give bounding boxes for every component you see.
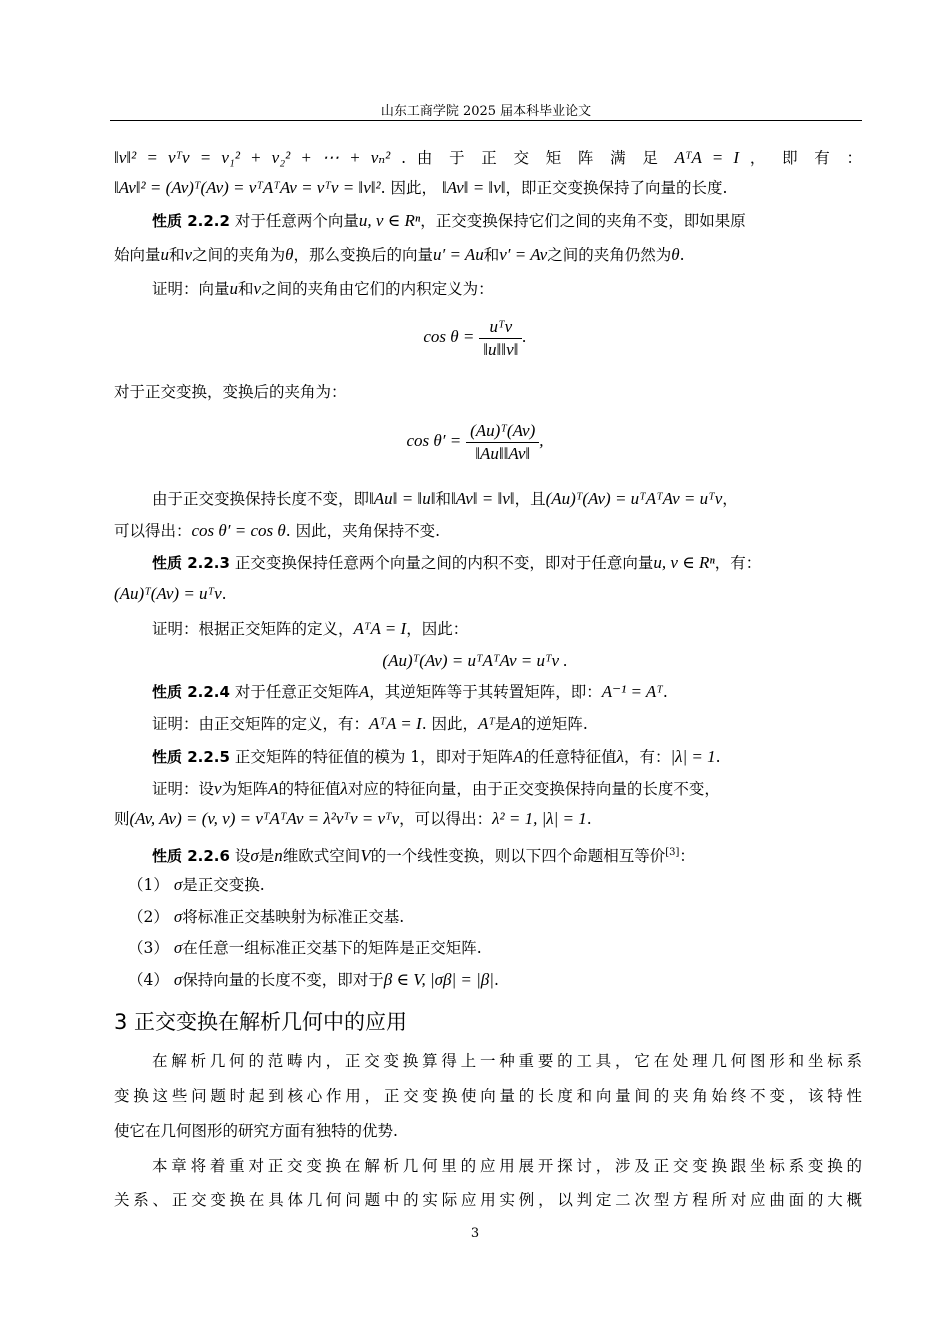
citation-ref[interactable]: [3] <box>665 847 680 858</box>
math: θ <box>285 245 294 264</box>
math: AᵀA = I <box>674 148 740 167</box>
math: Aᵀ <box>478 714 495 733</box>
text-line <box>152 746 862 768</box>
text: . 由 于 正 交 矩 阵 满 足 <box>401 149 664 167</box>
text-line <box>152 681 862 703</box>
text-line <box>114 244 862 266</box>
math: v′ = Av <box>499 245 548 264</box>
text: 之间的夹角为 <box>192 246 286 264</box>
text: . <box>221 585 227 603</box>
text: ，即正交变换保持了向量的长度. <box>505 179 728 197</box>
fraction <box>466 420 539 465</box>
text: 对于任意正交矩阵 <box>234 683 359 701</box>
text-line: 关系、正交变换在具体几何问题中的实际应用实例，以判定二次型方程所对应曲面的大概 <box>114 1191 862 1209</box>
text: ，有： <box>714 554 762 572</box>
text: 之间的夹角仍然为 <box>547 246 672 264</box>
property-label: 性质 2.2.2 <box>152 212 230 230</box>
text-line <box>152 713 862 735</box>
math: u <box>160 245 170 264</box>
math: u′ = Au <box>432 245 484 264</box>
numerator: (Au)ᵀ(Av) <box>466 420 539 443</box>
text: 证明：向量 <box>152 280 230 298</box>
text: . <box>679 246 685 264</box>
text: 的任意特征值 <box>523 748 617 766</box>
text: . 因此， <box>421 715 479 733</box>
text: ，且 <box>514 490 546 508</box>
text: 设 <box>234 847 251 866</box>
text: ，那么变换后的向量 <box>293 246 433 264</box>
math: A⁻¹ = Aᵀ <box>601 682 663 701</box>
math: λ² = 1, |λ| = 1 <box>492 809 587 828</box>
text: ： <box>679 847 695 866</box>
property-label: 性质 2.2.4 <box>152 683 230 701</box>
text: ， <box>722 490 738 508</box>
math: ‖v‖² = vᵀv = v₁² + v₂² + ⋯ + vₙ² <box>114 148 391 167</box>
text: 维欧式空间 <box>282 847 361 866</box>
text: . 因此， <box>380 179 437 197</box>
text: 为矩阵 <box>221 780 269 798</box>
text: . <box>493 971 499 989</box>
text: 和 <box>238 280 254 298</box>
math: AᵀA = I <box>369 714 422 733</box>
denominator: ‖u‖‖v‖ <box>483 339 519 359</box>
text-line <box>152 488 862 510</box>
math: AᵀA = I <box>353 619 407 638</box>
item-number: （4） <box>128 971 169 989</box>
text-line <box>114 177 862 199</box>
math: σ <box>250 846 259 866</box>
math: , <box>539 431 544 450</box>
list-item <box>128 969 862 991</box>
math: u, v ∈ Rⁿ <box>358 211 421 230</box>
math: ‖Av‖ = ‖v‖ <box>450 489 515 508</box>
text: 由于正交变换保持长度不变，即 <box>152 490 370 508</box>
text: ，因此： <box>406 620 469 638</box>
list-item <box>128 874 862 896</box>
text: 和 <box>169 246 185 264</box>
item-number: （2） <box>128 908 169 926</box>
text: ， 即 有 ： <box>749 149 862 167</box>
text: . 因此，夹角保持不变. <box>285 522 441 540</box>
math: v <box>214 779 222 798</box>
text: 和 <box>435 490 451 508</box>
text-line <box>152 210 862 232</box>
math: (Au)ᵀ(Av) = uᵀAᵀAv = uᵀv <box>545 489 723 508</box>
equation-cos-theta-prime <box>0 416 950 468</box>
denominator: ‖Au‖‖Av‖ <box>475 443 531 463</box>
math: A <box>358 682 370 701</box>
math: σ <box>173 970 183 989</box>
text-line: 对于正交变换，变换后的夹角为： <box>114 383 347 401</box>
page-number: 3 <box>470 1226 480 1241</box>
list-item <box>128 937 862 959</box>
property-label: 性质 2.2.5 <box>152 748 230 766</box>
text: 的特征值 <box>278 780 341 798</box>
math: . <box>522 327 527 346</box>
math: V <box>360 846 371 866</box>
property-label: 性质 2.2.3 <box>152 554 230 572</box>
text-line <box>152 842 862 867</box>
math: λ <box>616 747 624 766</box>
math: u <box>229 279 239 298</box>
numerator: uᵀv <box>479 316 522 339</box>
text: 保持向量的长度不变，即对于 <box>182 971 384 989</box>
math: (Au)ᵀ(Av) = uᵀv <box>114 584 222 603</box>
math: θ <box>671 245 680 264</box>
math: σ <box>173 938 183 957</box>
math: β ∈ V, |σβ| = |β| <box>383 970 494 989</box>
text: 的逆矩阵. <box>520 715 588 733</box>
text: 是 <box>495 715 511 733</box>
property-label: 性质 2.2.6 <box>152 847 230 866</box>
fraction <box>479 316 522 361</box>
text-line: 本章将着重对正交变换在解析几何里的应用展开探讨，涉及正交变换跟坐标系变换的 <box>152 1157 862 1175</box>
text: 正交矩阵的特征值的模为 1，即对于矩阵 <box>234 748 514 766</box>
text-line <box>114 147 862 169</box>
text: 的一个线性变换，则以下四个命题相互等价 <box>370 847 666 866</box>
text: 则 <box>114 810 130 828</box>
math: σ <box>173 875 183 894</box>
math: A <box>513 747 524 766</box>
math: u, v ∈ Rⁿ <box>653 553 715 572</box>
header-rule <box>110 120 862 121</box>
text-line <box>152 618 862 640</box>
math: v <box>253 279 262 298</box>
text-line: 在解析几何的范畴内，正交变换算得上一种重要的工具，它在处理几何图形和坐标系 <box>152 1052 862 1070</box>
text: 是 <box>258 847 275 866</box>
text: ，其逆矩阵等于其转置矩阵，即： <box>369 683 602 701</box>
text-line <box>114 520 862 542</box>
text: ，可以得出： <box>399 810 493 828</box>
text: ，正交变换保持它们之间的夹角不变，即如果原 <box>420 212 746 230</box>
text: 对于任意两个向量 <box>234 212 359 230</box>
equation-inner-product <box>0 650 950 672</box>
text-line <box>152 278 862 300</box>
section-heading: 3 正交变换在解析几何中的应用 <box>114 1010 408 1034</box>
text-line <box>152 778 862 800</box>
math: n <box>274 846 283 866</box>
text: . <box>662 683 668 701</box>
text: . <box>586 810 592 828</box>
math: v <box>184 245 193 264</box>
math: ‖Au‖ = ‖u‖ <box>369 489 436 508</box>
math: A <box>510 714 521 733</box>
math: λ <box>340 779 348 798</box>
text-line <box>152 552 862 574</box>
math: |λ| = 1 <box>670 747 716 766</box>
text: 是正交变换. <box>182 876 265 894</box>
math: σ <box>173 907 183 926</box>
text: 和 <box>483 246 500 264</box>
math: A <box>268 779 279 798</box>
item-number: （3） <box>128 939 169 957</box>
text: 之间的夹角由它们的内积定义为： <box>261 280 494 298</box>
text: 对应的特征向量，由于正交变换保持向量的长度不变， <box>347 780 720 798</box>
math: cos θ = <box>423 327 475 346</box>
text: 证明：由正交矩阵的定义，有： <box>152 715 370 733</box>
equation-cos-theta <box>0 312 950 364</box>
text: 可以得出： <box>114 522 192 540</box>
math: (Au)ᵀ(Av) = uᵀAᵀAv = uᵀv . <box>382 651 568 670</box>
text-line <box>114 583 862 605</box>
text: . <box>715 748 721 766</box>
math: (Av, Av) = (v, v) = vᵀAᵀAv = λ²vᵀv = vᵀv <box>129 809 400 828</box>
math: ‖Av‖² = (Av)ᵀ(Av) = vᵀAᵀAv = vᵀv = ‖v‖² <box>114 178 381 197</box>
text: 将标准正交基映射为标准正交基. <box>182 908 405 926</box>
text: 在任意一组标准正交基下的矩阵是正交矩阵. <box>182 939 482 957</box>
math: ‖Av‖ = ‖v‖ <box>441 178 506 197</box>
list-item <box>128 906 862 928</box>
math: cos θ′ = cos θ <box>191 521 286 540</box>
text: 始向量 <box>114 246 161 264</box>
text-line <box>114 808 862 830</box>
text: ，有： <box>623 748 671 766</box>
math: cos θ′ = <box>406 431 462 450</box>
text: 证明：根据正交矩阵的定义， <box>152 620 354 638</box>
text-line: 变换这些问题时起到核心作用，正交变换使向量的长度和向量间的夹角始终不变，该特性 <box>114 1087 862 1105</box>
text: 证明：设 <box>152 780 215 798</box>
running-header: 山东工商学院 2025 届本科毕业论文 <box>380 104 592 119</box>
text: 正交变换保持任意两个向量之间的内积不变，即对于任意向量 <box>234 554 654 572</box>
item-number: （1） <box>128 876 169 894</box>
text-line: 使它在几何图形的研究方面有独特的优势. <box>114 1122 398 1140</box>
